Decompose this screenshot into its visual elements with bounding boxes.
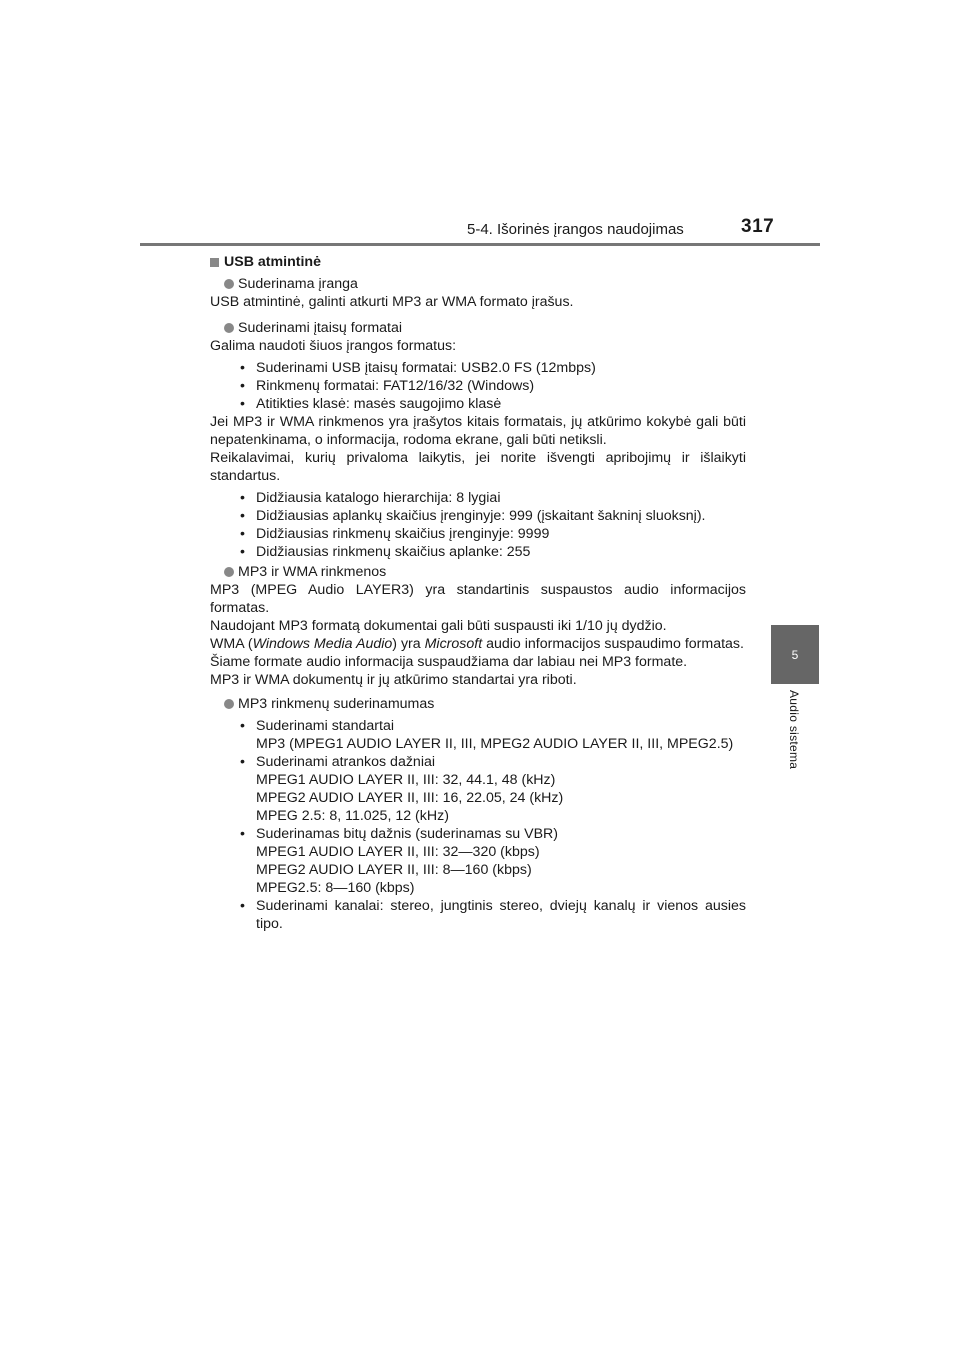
list-item: • Suderinami USB įtaisų formatai: USB2.0 FS (12mbps) — [240, 360, 596, 376]
list-item: • Didžiausias rinkmenų skaičius aplanke: 255 — [240, 544, 531, 560]
list-item: • Didžiausia katalogo hierarchija: 8 lygiai — [240, 490, 501, 506]
header-rule — [140, 243, 820, 246]
bullet-list — [238, 717, 746, 933]
paragraph: MP3 ir WMA dokumentų ir jų atkūrimo standartai yra riboti. — [210, 672, 577, 688]
circle-bullet-icon — [224, 279, 234, 289]
square-bullet-icon — [210, 258, 219, 267]
paragraph: MP3 (MPEG Audio LAYER3) yra standartinis suspaustos audio informacijos formatas. — [210, 582, 746, 616]
subsection-heading: Suderinama įranga — [224, 275, 746, 293]
list-item: • Suderinamas bitų dažnis (suderinamas su VBR) MPEG1 AUDIO LAYER II, III: 32—320 (kbps) MPEG2 AUDIO LAYER II, III: 8—160 (kbps) MPEG2.5: 8—160 (kbps) — [240, 826, 559, 896]
chapter-label: Audio sistema — [787, 690, 801, 770]
subsection-heading: MP3 rinkmenų suderinamumas — [224, 695, 746, 713]
list-item: • Didžiausias aplankų skaičius įrenginyje: 999 (įskaitant šakninį sluoksnį). — [240, 508, 706, 524]
section-title: USB atmintinė — [210, 253, 746, 271]
bullet-list — [238, 359, 746, 413]
paragraph: Reikalavimai, kurių privaloma laikytis, jei norite išvengti apribojimų ir išlaikyti standartus. — [210, 450, 746, 484]
list-item: • Suderinami standartai MP3 (MPEG1 AUDIO LAYER II, III, MPEG2 AUDIO LAYER II, III, MPEG2.5) — [240, 718, 734, 752]
circle-bullet-icon — [224, 567, 234, 577]
list-item: • Suderinami kanalai: stereo, jungtinis stereo, dviejų kanalų ir vienos ausies tipo. — [240, 898, 746, 932]
paragraph: Galima naudoti šiuos įrangos formatus: — [210, 338, 457, 354]
page-content — [210, 253, 746, 933]
circle-bullet-icon — [224, 699, 234, 709]
page-number: 317 — [741, 216, 775, 237]
list-item: • Suderinami atrankos dažniai MPEG1 AUDIO LAYER II, III: 32, 44.1, 48 (kHz) MPEG2 AUDIO LAYER II, III: 16, 22.05, 24 (kHz) MPEG 2.5: 8, 11.025, 12 (kHz) — [240, 754, 564, 824]
circle-bullet-icon — [224, 323, 234, 333]
chapter-number: 5 — [791, 647, 799, 662]
subsection-heading: Suderinami įtaisų formatai — [224, 319, 746, 337]
list-item: • Rinkmenų formatai: FAT12/16/32 (Windows) — [240, 378, 535, 394]
paragraph: Naudojant MP3 formatą dokumentai gali būti suspausti iki 1/10 jų dydžio. — [210, 618, 667, 634]
paragraph: USB atmintinė, galinti atkurti MP3 ar WMA formato įrašus. — [210, 294, 574, 310]
running-header: 5-4. Išorinės įrangos naudojimas — [467, 221, 684, 238]
list-item: • Didžiausias rinkmenų skaičius įrenginyje: 9999 — [240, 526, 550, 542]
paragraph: WMA (Windows Media Audio) yra Microsoft audio informacijos suspaudimo formatas. — [210, 636, 744, 652]
paragraph: Jei MP3 ir WMA rinkmenos yra įrašytos kitais formatais, jų atkūrimo kokybė gali būti nepatenkinama, o informacija, rodoma ekrane, gali būti netiksli. — [210, 414, 746, 448]
chapter-tab — [771, 625, 819, 684]
list-item: • Atitikties klasė: masės saugojimo klasė — [240, 396, 502, 412]
subsection-heading: MP3 ir WMA rinkmenos — [224, 563, 746, 581]
bullet-list — [238, 489, 746, 561]
paragraph: Šiame formate audio informacija suspaudžiama dar labiau nei MP3 formate. — [210, 654, 688, 670]
